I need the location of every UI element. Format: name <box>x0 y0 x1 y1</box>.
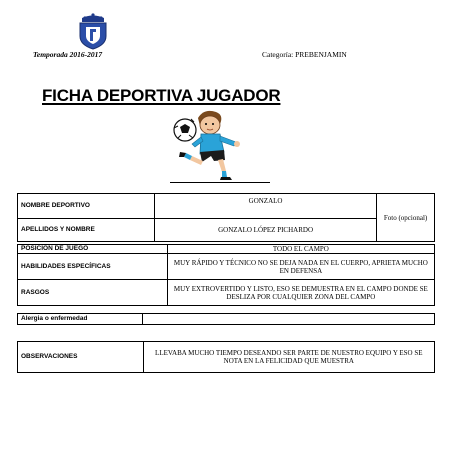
page-title: FICHA DEPORTIVA JUGADOR <box>42 86 281 105</box>
full-name-label: APELLIDOS Y NOMBRE <box>18 219 155 242</box>
health-table <box>17 313 435 325</box>
skills-value: MUY RÁPIDO Y TÉCNICO NO SE DEJA NADA EN EL CUERPO, APRIETA MUCHO EN DEFENSA <box>167 254 434 280</box>
skills-label: HABILIDADES ESPECÍFICAS <box>18 254 168 280</box>
observations-table <box>17 341 435 373</box>
full-name-value: GONZALO LÓPEZ PICHARDO <box>154 219 376 242</box>
sport-name-label: NOMBRE DEPORTIVO <box>18 194 155 219</box>
signature-line <box>170 182 270 183</box>
observations-value: LLEVABA MUCHO TIEMPO DESEANDO SER PARTE DE NUESTRO EQUIPO Y ESO SE NOTA EN LA FELICIDAD QUE MUESTRA <box>143 342 434 373</box>
identity-table <box>17 193 435 242</box>
traits-value: MUY EXTROVERTIDO Y LISTO, ESO SE DEMUESTRA EN EL CAMPO DONDE SE DESLIZA POR CUALQUIER ZONA DEL CAMPO <box>167 280 434 306</box>
season-label: Temporada 2016-2017 <box>33 50 103 59</box>
soccer-player-clipart <box>170 108 248 182</box>
club-crest-icon <box>74 12 112 50</box>
observations-label: OBSERVACIONES <box>18 342 144 373</box>
category-label: Categoría: PREBENJAMIN <box>262 50 347 59</box>
position-label: POSICIÓN DE JUEGO <box>18 245 168 254</box>
profile-table <box>17 244 435 306</box>
allergy-value <box>143 314 435 325</box>
position-value: TODO EL CAMPO <box>167 245 434 254</box>
traits-label: RASGOS <box>18 280 168 306</box>
sport-name-value: GONZALO <box>154 194 376 219</box>
allergy-label: Alergia o enfermedad <box>18 314 143 325</box>
photo-placeholder: Foto (opcional) <box>377 194 435 242</box>
